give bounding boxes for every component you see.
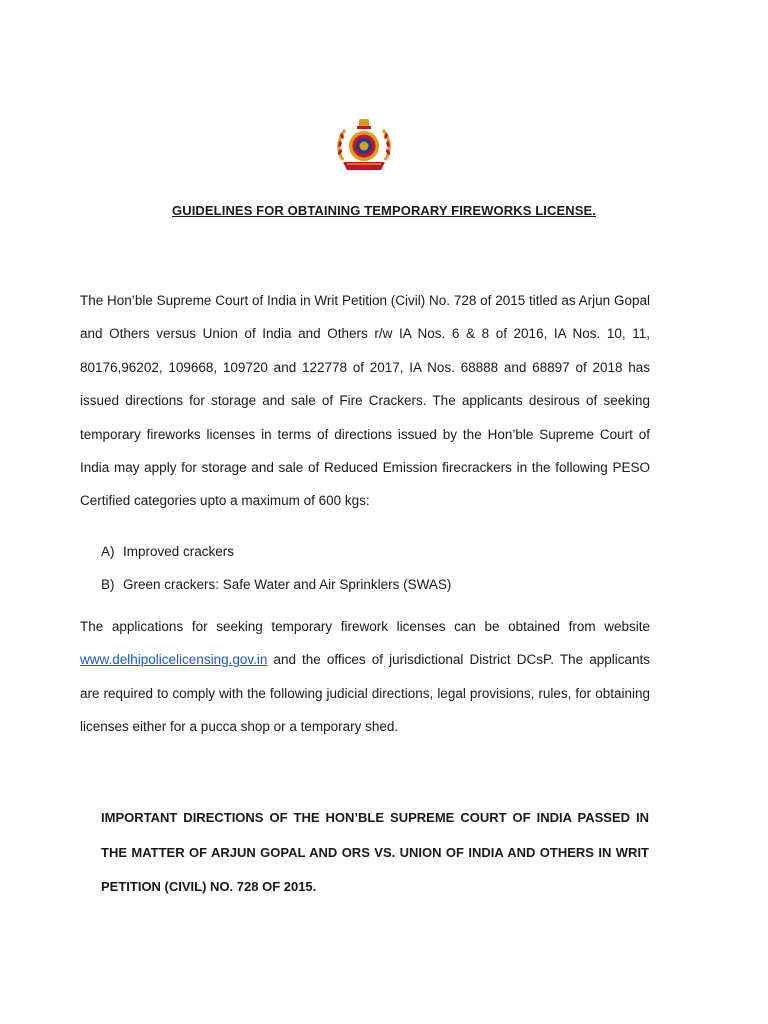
important-directions-heading: IMPORTANT DIRECTIONS OF THE HON’BLE SUPREME COURT OF INDIA PASSED IN THE MATTER OF ARJUN GOPAL AND ORS VS. UNION OF INDIA AND OTHERS IN WRIT PETITION (CIVIL) NO. 728 OF 2015. bbox=[101, 810, 649, 894]
document-title: GUIDELINES FOR OBTAINING TEMPORARY FIREWORKS LICENSE. bbox=[172, 203, 596, 218]
licensing-website-link[interactable]: www.delhipolicelicensing.gov.in bbox=[80, 652, 268, 668]
applications-text-after: and the offices of jurisdictional District DCsP. The applicants are required to comply with the following judicial directions, legal provisions, rules, for obtaining licenses either for a pucca shop or a temporary shed. bbox=[80, 652, 650, 735]
list-item-text: Green crackers: Safe Water and Air Sprinklers (SWAS) bbox=[123, 577, 452, 592]
list-item bbox=[101, 568, 451, 601]
category-list bbox=[101, 535, 451, 601]
list-marker: A) bbox=[101, 544, 115, 559]
applications-paragraph bbox=[80, 610, 650, 744]
applications-text-before: The applications for seeking temporary firework licenses can be obtained from website bbox=[80, 619, 650, 634]
intro-paragraph: The Hon’ble Supreme Court of India in Writ Petition (Civil) No. 728 of 2015 titled as Arjun Gopal and Others versus Union of India and Others r/w IA Nos. 6 & 8 of 2016, IA Nos. 10, 11, 80176,96202, 109668, 109720 and 122778 of 2017, IA Nos. 68888 and 68897 of 2018 has issued directions for storage and sale of Fire Crackers. The applicants desirous of seeking temporary fireworks licenses in terms of directions issued by the Hon’ble Supreme Court of India may apply for storage and sale of Reduced Emission firecrackers in the following PESO Certified categories upto a maximum of 600 kgs: bbox=[80, 293, 650, 509]
delhi-police-emblem-icon bbox=[329, 116, 399, 174]
list-item bbox=[101, 535, 451, 568]
list-item-text: Improved crackers bbox=[123, 544, 235, 559]
list-marker: B) bbox=[101, 577, 115, 592]
